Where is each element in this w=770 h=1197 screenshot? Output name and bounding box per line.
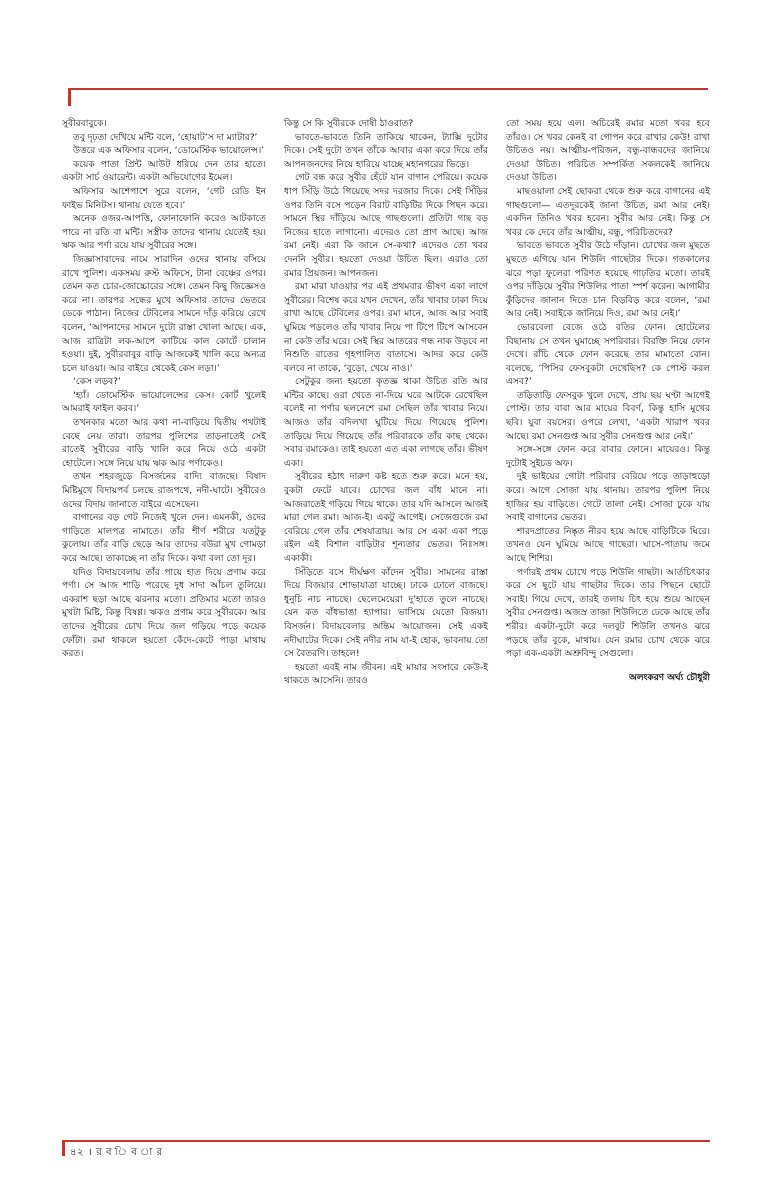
page-footer (62, 1140, 710, 1162)
paragraph: সুবীরবাবুকে। (62, 119, 107, 129)
paragraph: সুবীরের হঠাৎ দারুণ কষ্ট হতে শুরু করে। মনে হয়, বুকটা ফেটে যাবে। চোখের জল বাঁধ মানে না। আজরাতেই গড়িয়ে গিয়ে থাকে। তার যদি আসলে আজই মারা গেল রমা। আজ-ই। একটু আগেই। সেজেগুজে রমা বেরিয়ে গেল তাঁর শেষযাত্রায়। আর সে একা একা পড়ে রইল এই বিশাল বাড়িটার শূন্যতার ভেতর। নিঃসঙ্গ। একাকী। (284, 472, 488, 564)
folio-title: র ব ি ব া র (96, 1147, 163, 1158)
footer-accent-tick (62, 1140, 65, 1156)
footer-accent-rule (62, 1140, 710, 1142)
folio-separator: । (88, 1147, 93, 1158)
paragraph: তখন শহরজুড়ে বিসর্জনের বাদ্যি বাজছে। বিষাদ মিষ্টিমুখে বিদায়পর্ব চলছে রাজপথে, নদী-ঘাটে। সুবীরেও ওদের বিদায় জানাতে বাইরে এসেছেন। (62, 472, 266, 510)
paragraph: কয়েক পাতা প্রিন্ট আউট ধরিয়ে দেন তার হাতে। একটা সার্চ ওয়ারেন্ট। একটা অভিযোগের ইমেল। (62, 159, 266, 184)
paragraph: অনেক ওজর-আপত্তি, ফোনাফোনি করেও আটকাতে পারে না রতি বা মন্টি। সস্ত্রীক তাদের থানায় যেতেই হয়। ঋক আর পর্ণা রয়ে যায় সুবীরের সঙ্গে। (62, 214, 266, 252)
paragraph: অফিসার আশেপাশে সুরে বলেন, ‘গেট রেডি ইন ফাইভ মিনিটস। থানায় যেতে হবে।’ (62, 186, 266, 211)
paragraph: তখনকার মতো আর কথা না-বাড়িয়ে দ্বিতীয় পথটাই বেছে নেয় তারা। তারপর পুলিশের তাড়নাতেই সেই রাতেই সুবীরের বাড়ি খালি করে নিয়ে ওঠে একটা হোটেলে। সঙ্গে নিয়ে যায় ঋক আর পর্ণাকেও। (62, 418, 266, 469)
paragraph: সেটুকুর জন্য হয়তো কৃতজ্ঞ থাকা উচিত রতি আর মন্টির কাছে। ওরা খেতে না-দিয়ে ঘরে আটকে রেখেছিল বলেই না পর্ণার ছলনেশে রমা সেছিল তাঁর খাবার নিয়ে। আজও তাঁর বদিলখা ঘুটিয়ে দিয়ে গিয়েছে পুলিশ। তাড়িয়ে দিয়ে গিয়েছে তাঁর পরিবারকে তাঁর কাছ থেকে। সবার রমাকেও। তাই হয়তো এত একা লাগছে তাঁর। ভীষণ একা। (284, 377, 488, 469)
illustration-credit: অলংকরণ অর্ঘ্য চৌধুরী (629, 672, 710, 683)
paragraph: ‘হ্যাঁ। ডোমেস্টিক ভায়োলেন্সের কেস। কোর্ট খুলেই আমরাই ফাইল করব।’ (62, 390, 266, 415)
paragraph: পর্ণারই প্রথম চোখে পড়ে শিউলি গাছটা। আর্তচিৎকার করে সে ছুটে যায় গাছটার দিকে। তার পিছনে ছোটে সবাই। গিয়ে দেখে, তারই তলায় চিৎ হয়ে শুয়ে আছেন সুবীর সেনগুপ্ত। অজস্র তাজা শিউলিতে ঢেকে আছে তাঁর শরীর। একটা-দুটো করে দলবুট শিউলি তখনও ঝরে পড়ছে তাঁর বুকে, মাথায়। যেন রমার চোখ থেকে ঝরে পড়া এক-একটা অশ্রুবিন্দু সেগুলো। (506, 567, 710, 660)
paragraph: যদিও বিদায়বেলায় তাঁর পায়ে হাত দিয়ে প্রণাম করে পর্ণা। সে আজ শাড়ি পরেছে দুধ সাদা আঁচল তুলিয়ে। একরাশ ছড়া আছে ঝরনার মতো। প্রতিমার মতো তারও মুখটা মিষ্টি, কিন্তু বিষণ্ণ। ঋকও প্রণাম করে সুবীরকে। আর তাদের সুবীরের চোখ দিয়ে জল গড়িয়ে পড়ে কয়েক ফোঁটা। রমা থাকলে হয়তো কেঁদে-কেটে পাড়া মাথায় করত। (62, 567, 266, 660)
article-body (62, 118, 710, 1108)
article-column-3 (506, 118, 710, 1108)
header-accent-rule (68, 88, 708, 90)
folio (70, 1144, 163, 1162)
header-accent-tick (68, 88, 71, 106)
paragraph: রমা মারা যাওয়ার পর এই প্রথমবার ভীষণ একা লাগে সুবীরের। বিশেষ করে যখন দেখেন, তাঁর খাবার ঢাকা দিয়ে রাখা আছে টেবিলের ওপর। রমা মানে, আজ আর সবাই ঘুমিয়ে পড়লেও তাঁর খাবার নিয়ে পা টিপে টিপে আসবেন না কেউ তাঁর ঘরে। সেই স্থির আতরের গন্ধ নাক উড়বে না নিশুতি রাতের গৃহপালিত বাতাসে। আদর করে কেউ বলবে না তাকে, ‘বুড়ো, খেয়ে নাও।’ (284, 282, 488, 374)
paragraph: ভাবতে ভাবতে সুবীর উঠে দাঁড়ান। চোখের জল মুছতে মুছতে এগিয়ে যান শিউলি গাছেটার দিকে। গতকালের ঝরে পড়া ফুলেরা পরিণত হয়েছে গাঢ়তির মতো। তারই ওপর দাঁড়িয়ে সুবীর শিউলির পাতা স্পর্শ করেন। আগামীর কুঁড়িদের জানান দিতে চান বিড়বিড় করে বলেন, ‘রমা আর নেই। সবাইকে জানিয়ে দিও, রমা আর নেই।’ (506, 241, 710, 320)
paragraph: মাছওয়ালা সেই ছোকরা থেকে শুরু করে বাগানের এই গাছগুলো— এতদূরকেই জানা উচিত, রমা আর নেই। একদিন তিনিও খবর হবেন। সুবীর আর নেই। কিন্তু সে খবর কে দেবে তাঁর আত্মীয়, বন্ধু, পরিচিতদের? (506, 186, 710, 238)
paragraph: ভাবতে-ভাবতে তিনি তাকিয়ে থাকেন, ট্যাক্সি দুটোর দিকে। সেই দুটো তখন তাঁকে আবার একা করে দিয়ে তাঁর আপনজনদের নিয়ে হারিয়ে যাচ্ছে মহানগরের ভিড়ে। (284, 132, 488, 170)
paragraph: ‘কেস লড়ব?’ (73, 377, 121, 388)
paragraph: উত্তরে এক অফিসার বলেন, ‘ডোমেস্টিক ভায়োলেন্স।’ (73, 146, 265, 157)
paragraph: জিজ্ঞাসাবাদের নামে সারাদিন ওদের থানায় বসিয়ে রাখে পুলিশ। একসময় রুস্ট অফিসে, টানা বেঞ্চের ওপর। তেমন কত চোর-জোচ্চোরের সঙ্গে। তেমন কিছু জিজ্ঞেসও করে না। তারপর সন্ধের মুখে অফিসার তাদের ভেতরে ডেকে পাঠান। নিজের টেবিলের সামনে দাঁড় করিয়ে রেখে বলেন, ‘আপনাদের সামনে দুটো রাস্তা খোলা আছে। এক, আজ রাত্রিটা লক-আপে কাটিয়ে কাল কোর্টে চালান হওয়া। দুই, সুবীরবাবুর বাড়ি আজকেই খালি করে অন্যত্র চলে যাওয়া। আর বাইরে থেকেই কেস লড়া।’ (62, 254, 266, 374)
paragraph: কিন্তু সে কি সুবীরকে দোষী ঠাওরাত? (284, 119, 414, 129)
folio-number: ৪২ (70, 1147, 84, 1158)
paragraph: তো সময় হয়ে এল। অচিরেই রমার মতো খবর হবে তাঁরও। সে খবর কেনই বা গোপন করে রাখার কেউ! রাখা উচিতও নয়। আত্মীয়-পরিজন, বন্ধু-বান্ধবদের জানিয়ে দেওয়া উচিত। পরিচিত সম্পর্কিত সকলকেই জানিয়ে দেওয়া উচিত। (506, 119, 710, 184)
paragraph: দুই ভাইয়ের গোটা পরিবার বেরিয়ে পড়ে তাড়াহুড়ো করে। আগে সোজা যায় থানায়। তারপর পুলিশ নিয়ে হাজির হয় বাড়িতে। গেটে তালা নেই। সোজা ঢুকে যায় সবাই বাগানের ভেতর। (506, 472, 710, 524)
paragraph: গেট বন্ধ করে সুবীর হেঁটে যান বাগান পেরিয়ে। কয়েক ধাপ সিঁড়ি উঠে গিয়েছে সদর দরজার দিকে। সেই সিঁড়ির ওপর তিনি বসে পড়েন বিরাট বাড়িটির দিকে পিছন করে। সামনে স্থির দাঁড়িয়ে আছে গাছগুলো। প্রতিটা গাছ বড় নিজের হাতে লাগানো। এদেরও তো প্রাণ আছে। আজ রমা নেই। এরা কি জানে সে-কথা? এদেরও তো খবর দেননি সুবীর। হয়তো দেওয়া উচিত ছিল। এরাও তো রমার প্রিয়জন। আপনজন। (284, 173, 488, 279)
article-column-2 (284, 118, 488, 1108)
paragraph: তবু দৃঢ়তা দেখিয়ে মন্টি বলে, ‘হোয়াট’স দা ম্যাটার?’ (73, 132, 258, 143)
article-column-1 (62, 118, 266, 1108)
paragraph: ভোরবেলা বেজে ওঠে রতির ফোন। হোটেলের বিছানায় সে তখন ঘুমাচ্ছে সপরিবার। বিরক্তি নিয়ে ফোন দেখে। রাঁচি থেকে ফোন করেছে তার মামাতো বোন। বলেছে, ‘পিসির ফেসবুকটা দেখেছিস? কে পোস্ট করল এসব?’ (506, 322, 710, 388)
paragraph: হয়তো এবই নাম জীবন। এই মায়ার সংসারে কেউ-ই থাকতে আসেনি। তারও (284, 662, 488, 687)
paragraph: তড়িতাড়ি ফেসবুক খুলে দেখে, প্রায় ছয় ঘণ্টা আগেই পোস্ট। তার বাবা আর মায়ের বিবর্ণ, কিন্তু হাসি মুখের ছবি। যুবা বয়সের। ওপরে লেখা, ‘একটা খারাপ খবর আছে। রমা সেনগুপ্ত আর সুবীর সেনগুপ্ত আর নেই।’ (506, 390, 710, 442)
paragraph: বাগানের বড় গেট নিজেই খুলে দেন। এমনকী, ওদের গাড়িতে মালপত্র নামাতে। তাঁর শীর্ণ শরীরে যতটুকু কুলোয়। তাঁর বাড়ি ছেড়ে আর তাদের বউরা মুখ গোমড়া করে আছে। তাকাচ্ছে না তাঁর দিকে। কথা বলা তো দূর। (62, 513, 266, 564)
paragraph: সঙ্গে-সঙ্গে ফোন করে বাবার ফোনে। মায়েরও। কিন্তু দুটোই সুইচড অফ। (506, 445, 710, 469)
paragraph: সিঁড়িতে বসে দীর্ঘক্ষণ কাঁদেন সুবীর। সামনের রাস্তা দিয়ে বিজয়ার শোভাযাত্রা যাচ্ছে। ঢাকে ঢোলে বাজছে। ধুনুচি নাচ নাচছে। ছেলেমেয়েরা দু’হাতে তুলে নাচছে। যেন কত বাঁধভাঙা হ্যাপার। ভাসিয়ে যেতো বিজয়া। বিসর্জন। বিদায়বেলার অন্তিম আয়োজন। সেই একই নদীঘাটের দিকে। সেই নদীর নাম যা-ই হোক, ভাবনায় তো সে বৈতরণি। তাহলে! (284, 567, 488, 660)
paragraph: শারদপ্রাতের নিষ্কৃত নীরব হয়ে আছে বাড়িটিকে ঘিরে। তখনও যেন ঘুমিয়ে আছে গাছেরা। ঘাসে-পাতায় জমে আছে শিশির। (506, 526, 710, 564)
